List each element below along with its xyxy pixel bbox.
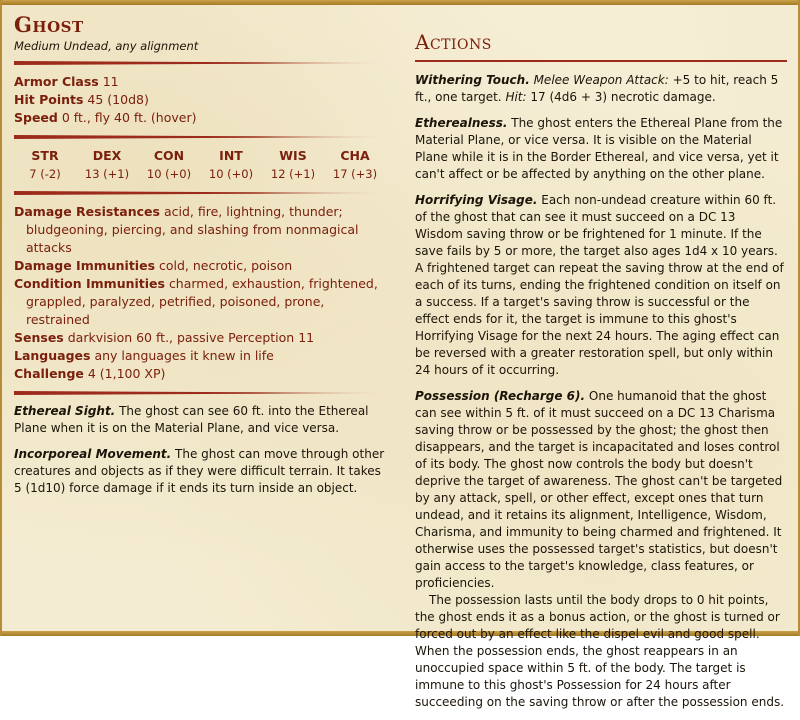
ability-name: STR [31,148,59,163]
trait-name: Incorporeal Movement. [14,447,172,461]
trait-text: The ghost can see 60 ft. into the Ethereal Plane when it is on the Material Plane, and vice versa. [14,404,369,435]
attack-type: Melee Weapon Attack: [533,73,669,87]
ability-int [200,147,262,183]
action-text: Each non-undead creature within 60 ft. of the ghost that can see it must succeed on a DC 13 Wisdom saving throw or be frightened for 1 minute. If the save fails by 5 or more, the target also ages 1d4 x 10 years. A frightened target can repeat the saving throw at the end of each of its turns, ending the frightened condition on itself on a success. If a target's saving throw is successful or the effect ends for it, the target is immune to this ghost's Horrifying Visage for the next 24 hours. The aging effect can be reversed with a greater restoration spell, but only within 24 hours of it occurring. [415,193,784,377]
ability-score: 17 (+3) [332,167,378,181]
ability-str [14,147,76,183]
speed-value: 0 ft., fly 40 ft. (hover) [61,110,197,125]
divider-3 [14,191,387,195]
senses-label: Senses [14,330,64,345]
ability-name: WIS [279,148,307,163]
possession-paragraph-2: The possession lasts until the body drops to 0 hit points, the ghost ends it as a bonus action, or the ghost is turned or forced out by an effect like the dispel evil and good spell. When the possession ends, the ghost reappears in an unoccupied space within 5 ft. of the body. The target is immune to this ghost's Possession for 24 hours after succeeding on the saving throw or after the possession ends. [415,593,785,709]
senses-line [14,329,387,347]
ability-con [138,147,200,183]
action-name: Etherealness. [415,116,508,130]
actions-rule [415,60,787,62]
senses-value: darkvision 60 ft., passive Perception 11 [67,330,315,345]
trait-ethereal-sight [14,403,387,437]
divider-1 [14,61,387,65]
damage-text: 17 (4d6 + 3) necrotic damage. [530,90,716,104]
attack-text: +5 to hit, reach 5 ft., one target. [415,73,779,104]
ability-score: 10 (+0) [208,167,254,181]
condition-immunities-value: charmed, exhaustion, frightened, grappled, paralyzed, petrified, poisoned, prone, restrained [26,276,378,327]
right-column [415,12,787,720]
ability-score: 13 (+1) [84,167,130,181]
action-name: Possession (Recharge 6). [415,389,586,403]
ability-wis [262,147,324,183]
condition-immunities-line [14,275,387,329]
ability-name: DEX [92,148,122,163]
action-horrifying-visage [415,192,787,379]
ability-score: 7 (-2) [29,167,61,181]
damage-immunities-line [14,257,387,275]
divider-4 [14,391,387,395]
trait-name: Ethereal Sight. [14,404,116,418]
divider-2 [14,135,387,139]
challenge-value: 4 (1,100 XP) [87,366,166,381]
damage-resistances-label: Damage Resistances [14,204,160,219]
condition-immunities-label: Condition Immunities [14,276,165,291]
damage-immunities-label: Damage Immunities [14,258,156,273]
ability-name: CHA [340,148,370,163]
ability-score: 12 (+1) [270,167,316,181]
action-text: The ghost enters the Ethereal Plane from the Material Plane, or vice versa. It is visible on the Material Plane while it is in the Border Ethereal, and vice versa, yet it can't affect or be affected by anything on the other plane. [415,116,783,181]
armor-class-value: 11 [102,74,119,89]
damage-resistances-value: acid, fire, lightning, thunder; bludgeoning, piercing, and slashing from nonmagical attacks [26,204,359,255]
left-border [0,0,2,636]
monster-name: Ghost [14,12,84,37]
hit-points-value: 45 (10d8) [87,92,149,107]
action-withering-touch [415,72,787,106]
monster-type: Medium Undead, any alignment [14,39,199,53]
languages-value: any languages it knew in life [94,348,274,363]
top-border [0,0,800,5]
challenge-label: Challenge [14,366,84,381]
hit-points-label: Hit Points [14,92,84,107]
trait-text: The ghost can move through other creatures and objects as if they were difficult terrain. It takes 5 (1d10) force damage if it ends its turn inside an object. [14,447,385,495]
damage-resistances-line [14,203,387,257]
languages-line [14,347,387,365]
speed-label: Speed [14,110,58,125]
armor-class-label: Armor Class [14,74,99,89]
ability-name: CON [153,148,185,163]
armor-class-line [14,73,387,91]
action-name: Horrifying Visage. [415,193,538,207]
ability-dex [76,147,138,183]
ability-scores [14,147,387,183]
languages-label: Languages [14,348,91,363]
action-possession [415,388,787,711]
action-name: Withering Touch. [415,73,530,87]
ability-name: INT [219,148,243,163]
possession-paragraph-1 [415,388,787,592]
hit-label: Hit: [505,90,527,104]
trait-incorporeal-movement [14,446,387,497]
left-column [14,12,387,506]
action-text: One humanoid that the ghost can see within 5 ft. of it must succeed on a DC 13 Charisma saving throw or be possessed by the ghost; the ghost then disappears, and the target is incapacitated and loses control of its body. The ghost now controls the body but doesn't deprive the target of awareness. The ghost can't be targeted by any attack, spell, or other effect, except ones that turn undead, and it retains its alignment, Intelligence, Wisdom, Charisma, and immunity to being charmed and frightened. It otherwise uses the possessed target's statistics, but doesn't gain access to the target's knowledge, class features, or proficiencies. [415,389,783,590]
ability-score: 10 (+0) [146,167,192,181]
speed-line [14,109,387,127]
action-etherealness [415,115,787,183]
actions-heading: Actions [415,30,492,54]
hit-points-line [14,91,387,109]
challenge-line [14,365,387,383]
damage-immunities-value: cold, necrotic, poison [159,258,293,273]
ability-cha [324,147,386,183]
